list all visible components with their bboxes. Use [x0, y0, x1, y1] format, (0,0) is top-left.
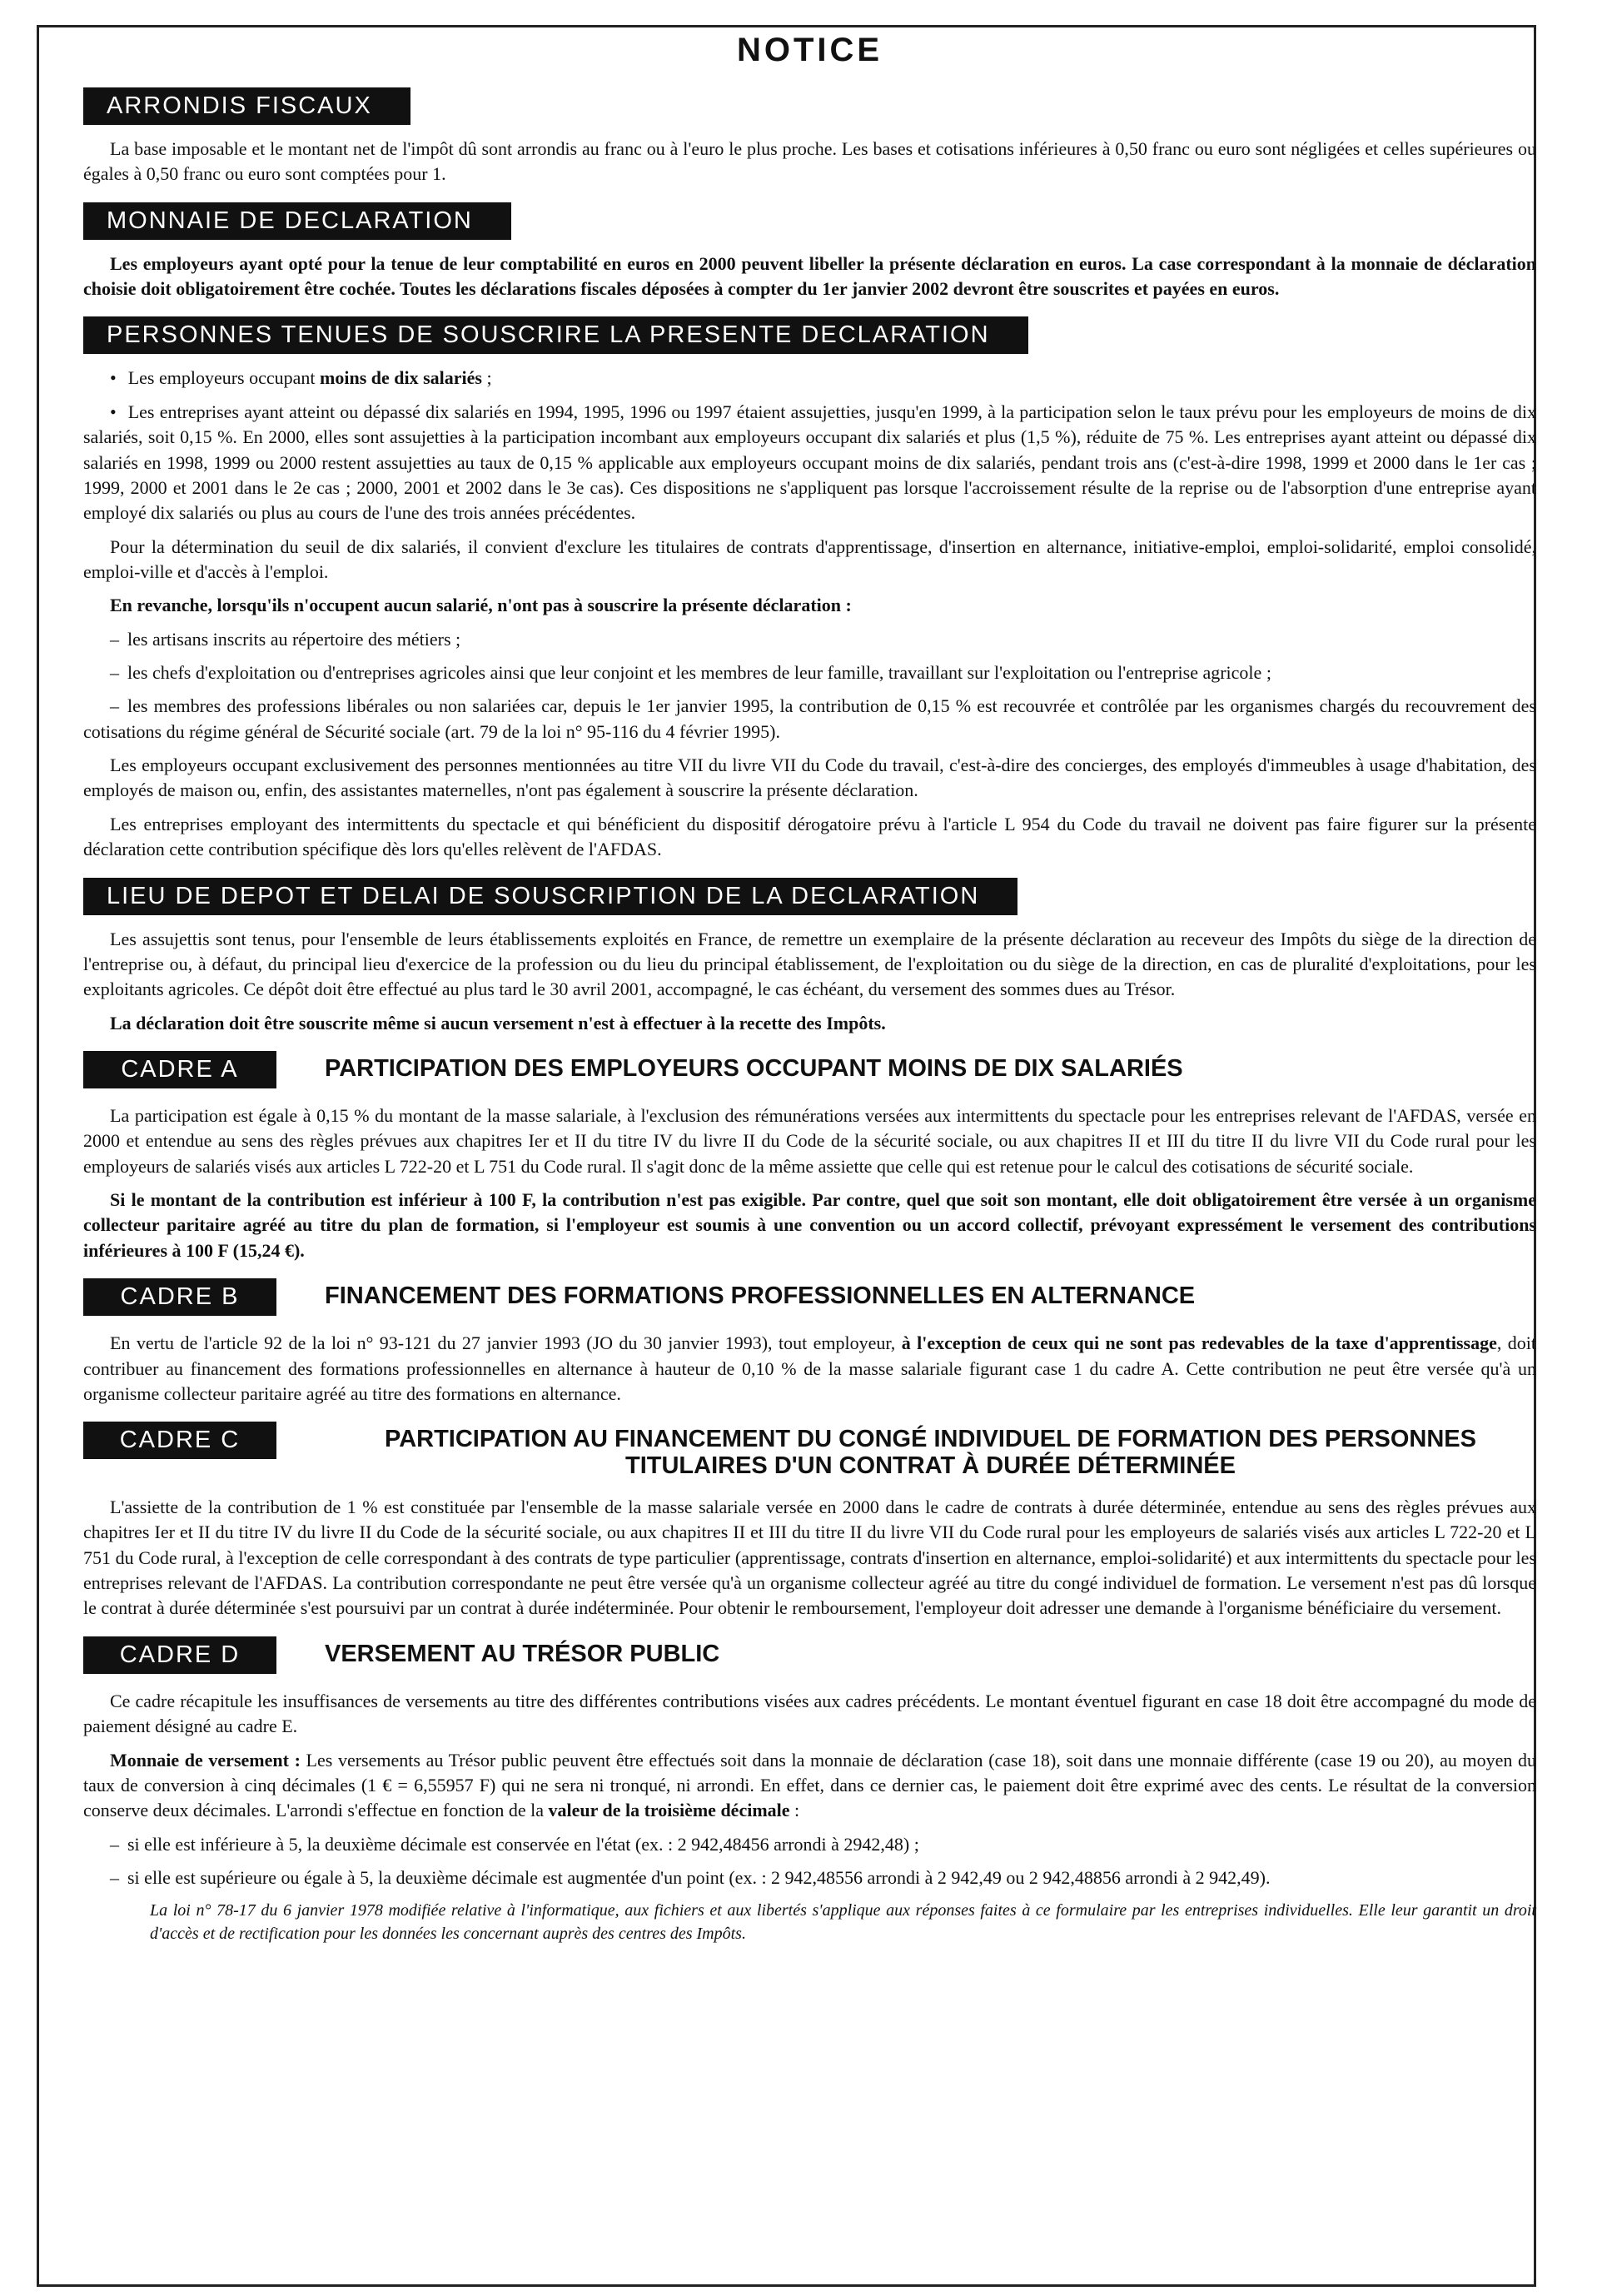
section-cadre-d: [83, 1636, 1536, 1946]
section-arrondis: [83, 81, 1536, 187]
cadre-b-title: FINANCEMENT DES FORMATIONS PROFESSIONNELLES EN ALTERNANCE: [325, 1282, 1196, 1310]
page-title: NOTICE: [736, 32, 883, 68]
legal-footer: La loi n° 78-17 du 6 janvier 1978 modifiée relative à l'informatique, aux fichiers et aux libertés s'applique aux réponses faites à ce formulaire par les entreprises individuelles. Elle leur garantit un droit d'accès et de rectification pour les données les concernant auprès des centres des Impôts.: [150, 1901, 1536, 1944]
cadre-b-label: CADRE B: [83, 1278, 276, 1316]
dash-item: – les chefs d'exploitation ou d'entreprises agricoles ainsi que leur conjoint et les membres de leur famille, travaillant sur l'exploitation ou l'entreprise agricole ;: [83, 660, 1536, 685]
bullet-item: • Les entreprises ayant atteint ou dépassé dix salariés en 1994, 1995, 1996 ou 1997 étaient assujetties, jusqu'en 1999, à la participation selon le taux prévu pour les employeurs de moins de dix salariés, soit 0,15 %. En 2000, elles sont assujetties à la participation incombant aux employeurs occupant dix salariés et plus (1,5 %), réduite de 75 %. Les entreprises ayant atteint ou dépassé dix salariés en 1998, 1999 ou 2000 restent assujetties au taux de 0,15 % applicable aux employeurs occupant moins de dix salariés, pendant trois ans (c'est-à-dire 1998, 1999 et 2000 dans le 1er cas ; 1999, 2000 et 2001 dans le 2e cas ; 2000, 2001 et 2002 dans le 3e cas). Ces dispositions ne s'appliquent pas lorsque l'accroissement résulte de la reprise ou de l'absorption d'une entreprise ayant employé dix salariés ou plus au cours de l'une des trois années précédentes.: [83, 400, 1536, 526]
paragraph: Pour la détermination du seuil de dix salariés, il convient d'exclure les titulaires de contrats d'apprentissage, d'insertion en alternance, initiative-emploi, emploi-solidarité, emploi consolidé, emploi-ville et d'accès à l'emploi.: [83, 535, 1536, 582]
section-cadre-c: [83, 1422, 1536, 1621]
section-lieu-depot: [83, 871, 1536, 1036]
notice-document: [83, 32, 1536, 1954]
section-header-personnes: PERSONNES TENUES DE SOUSCRIRE LA PRESENTE DECLARATION: [83, 316, 1028, 354]
paragraph: Les assujettis sont tenus, pour l'ensemble de leurs établissements exploités en France, de remettre un exemplaire de la présente déclaration au receveur des Impôts du siège de la direction de l'entreprise ou, à défaut, du principal lieu d'exercice de la profession ou du lieu du principal établissement, de l'exploitation ou du siège de la direction, en cas de pluralité d'exploitations, pour les exploitants agricoles. Ce dépôt doit être effectué au plus tard le 30 avril 2001, accompagné, le cas échéant, du versement des sommes dues au Trésor.: [83, 928, 1536, 1000]
dash-item: – les artisans inscrits au répertoire des métiers ;: [83, 627, 1536, 652]
paragraph: Si le montant de la contribution est inférieur à 100 F, la contribution n'est pas exigible. Par contre, quel que soit son montant, elle doit obligatoirement être versée à un organisme collecteur paritaire agréé au titre du plan de formation, si l'employeur est soumis à une convention ou un accord collectif, prévoyant expressément le versement des contributions inférieures à 100 F (15,24 €).: [83, 1189, 1536, 1261]
cadre-a-label: CADRE A: [83, 1051, 276, 1088]
paragraph: En vertu de l'article 92 de la loi n° 93-121 du 27 janvier 1993 (JO du 30 janvier 1993), tout employeur, à l'exception de ceux qui ne sont pas redevables de la taxe d'apprentissage, doit contribuer au financement des formations professionnelles en alternance à hauteur de 0,10 % de la masse salariale figurant case 1 du cadre A. Cette contribution ne peut être versée qu'à un organisme collecteur paritaire agréé au titre des formations en alternance.: [83, 1332, 1536, 1404]
paragraph: Les entreprises employant des intermittents du spectacle et qui bénéficient du dispositif dérogatoire prévu à l'article L 954 du Code du travail ne doivent pas faire figurer sur la présente déclaration cette contribution spécifique dès lors qu'elles relèvent de l'AFDAS.: [83, 813, 1536, 860]
dash-item: – si elle est supérieure ou égale à 5, la deuxième décimale est augmentée d'un point (ex. : 2 942,48556 arrondi à 2 942,49 ou 2 942,48856 arrondi à 2 942,49).: [83, 1865, 1536, 1890]
section-personnes: [83, 310, 1536, 862]
paragraph: Les employeurs occupant exclusivement des personnes mentionnées au titre VII du livre VII du Code du travail, c'est-à-dire des concierges, des employés d'immeubles à usage d'habitation, des employés de maison ou, enfin, des assistantes maternelles, n'ont pas également à souscrire la présente déclaration.: [83, 755, 1536, 801]
cadre-c-title: PARTICIPATION AU FINANCEMENT DU CONGÉ INDIVIDUEL DE FORMATION DES PERSONNES TITULAIRES D'UN CONTRAT À DURÉE DÉTERMINÉE: [385, 1426, 1476, 1480]
dash-item: – si elle est inférieure à 5, la deuxième décimale est conservée en l'état (ex. : 2 942,48456 arrondi à 2942,48) ;: [83, 1832, 1536, 1857]
cadre-d-title: VERSEMENT AU TRÉSOR PUBLIC: [325, 1640, 720, 1667]
paragraph: La participation est égale à 0,15 % du montant de la masse salariale, à l'exclusion des rémunérations versées aux intermittents du spectacle pour les entreprises relevant de l'AFDAS, versée en 2000 et entendue au sens des règles prévues aux chapitres Ier et II du titre IV du livre II du Code de la sécurité sociale, ou aux chapitres II et III du titre II du livre VII du Code rural pour les employeurs de salariés visés aux articles L 722-20 et L 751 du Code rural. Il s'agit donc de la même assiette que celle qui est retenue pour le calcul des cotisations de sécurité sociale.: [83, 1104, 1536, 1177]
section-cadre-b: [83, 1278, 1536, 1407]
cadre-d-label: CADRE D: [83, 1636, 276, 1674]
paragraph: Les employeurs ayant opté pour la tenue de leur comptabilité en euros en 2000 peuvent libeller la présente déclaration en euros. La case correspondant à la monnaie de déclaration choisie doit obligatoirement être cochée. Toutes les déclarations fiscales déposées à compter du 1er janvier 2002 devront être souscrites et payées en euros.: [83, 252, 1536, 300]
paragraph: La base imposable et le montant net de l'impôt dû sont arrondis au franc ou à l'euro le plus proche. Les bases et cotisations inférieures à 0,50 franc ou euro sont négligées et celles supérieures ou égales à 0,50 franc ou euro sont comptées pour 1.: [83, 138, 1536, 185]
bullet-item: • Les employeurs occupant moins de dix salariés ;: [83, 366, 1536, 391]
paragraph: Monnaie de versement : Les versements au Trésor public peuvent être effectués soit dans la monnaie de déclaration (case 18), soit dans une monnaie différente (case 19 ou 20), au moyen du taux de conversion à cinq décimales (1 € = 6,55957 F) qui ne sera ni tronqué, ni arrondi. En effet, dans ce dernier cas, le paiement doit être exprimé avec des cents. Le résultat de la conversion conserve deux décimales. L'arrondi s'effectue en fonction de la valeur de la troisième décimale :: [83, 1749, 1537, 1821]
section-header-arrondis: ARRONDIS FISCAUX: [83, 87, 410, 125]
dash-item: – les membres des professions libérales ou non salariées car, depuis le 1er janvier 1995, la contribution de 0,15 % est recouvrée et contrôlée par les organismes chargés du recouvrement des cotisations du régime général de Sécurité sociale (art. 79 de la loi n° 95-116 du 4 février 1995).: [83, 694, 1536, 745]
paragraph: L'assiette de la contribution de 1 % est constituée par l'ensemble de la masse salariale versée en 2000 dans le cadre de contrats à durée déterminée, entendue au sens des règles prévues aux chapitres Ier et II du titre IV du livre II du Code de la sécurité sociale, ou aux chapitres II et III du titre II du livre VII du Code rural pour les employeurs de salariés visés aux articles L 722-20 et L 751 du Code rural, à l'exception de celle correspondant à des contrats de type particulier (apprentissage, contrats d'insertion en alternance, emploi-solidarité) et aux intermittents du spectacle pour les entreprises relevant de l'AFDAS. La contribution correspondante ne peut être versée qu'à un organisme collecteur agréé au titre du congé individuel de formation. Le versement n'est pas dû lorsque le contrat à durée déterminée s'est poursuivi par un contrat à durée indéterminée. Pour obtenir le remboursement, l'employeur doit adresser une demande à l'organisme bénéficiaire du versement.: [83, 1497, 1536, 1619]
cadre-c-label: CADRE C: [83, 1422, 276, 1459]
paragraph: En revanche, lorsqu'ils n'occupent aucun salarié, n'ont pas à souscrire la présente déclaration :: [110, 595, 852, 616]
section-header-monnaie: MONNAIE DE DECLARATION: [83, 202, 511, 240]
cadre-a-title: PARTICIPATION DES EMPLOYEURS OCCUPANT MOINS DE DIX SALARIÉS: [325, 1054, 1183, 1082]
section-header-lieu-depot: LIEU DE DEPOT ET DELAI DE SOUSCRIPTION DE LA DECLARATION: [83, 878, 1017, 915]
paragraph: Ce cadre récapitule les insuffisances de versements au titre des différentes contributions visées aux cadres précédents. Le montant éventuel figurant en case 18 doit être accompagné du mode de paiement désigné au cadre E.: [83, 1690, 1536, 1737]
paragraph: La déclaration doit être souscrite même si aucun versement n'est à effectuer à la recette des Impôts.: [110, 1012, 886, 1033]
section-cadre-a: [83, 1051, 1536, 1263]
section-monnaie: [83, 196, 1536, 302]
